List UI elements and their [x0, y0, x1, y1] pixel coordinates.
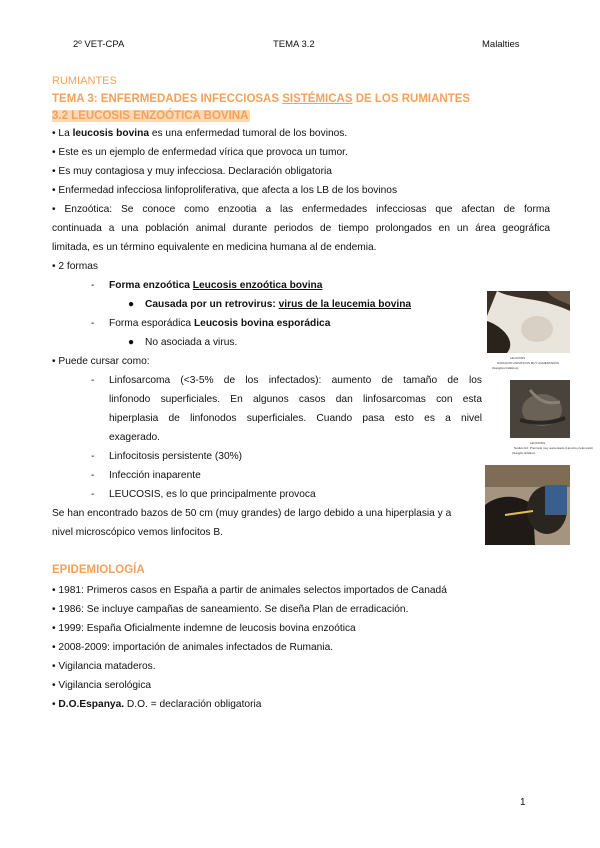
forma-enzootica: Forma enzoótica Leucosis enzoótica bovina: [109, 280, 323, 291]
header-left: 2º VET-CPA: [73, 39, 125, 50]
bazos-line-1: Se han encontrado bazos de 50 cm (muy grandes) de largo debido a una hiperplasia y a: [52, 508, 452, 519]
infeccion-inaparente-item: Infección inaparente: [109, 470, 201, 481]
dash: -: [91, 318, 95, 329]
epidemiologia-title: EPIDEMIOLOGÍA: [52, 564, 145, 576]
cursar-title: • Puede cursar como:: [52, 356, 150, 367]
bazos-line-2: nivel microscópico vemos linfocitos B.: [52, 527, 223, 538]
section-label: RUMIANTES: [52, 75, 117, 87]
caption-2c: (Ganglio linfático): [512, 451, 536, 455]
cow-photo-1: [487, 291, 570, 353]
epi-item-2008: • 2008-2009: importación de animales infectados de Rumania.: [52, 642, 334, 653]
forma-esporadica-note: No asociada a virus.: [145, 337, 238, 348]
tema-title: [52, 93, 470, 105]
virus-leucemia-link[interactable]: virus de la leucemia bovina: [278, 299, 412, 310]
forma-enzootica-cause: Causada por un retrovirus: virus de la leucemia bovina: [145, 299, 412, 310]
page-number: 1: [520, 797, 526, 808]
dash: -: [91, 375, 95, 386]
leucosis-item: LEUCOSIS, es lo que principalmente provoca: [109, 489, 316, 500]
intro-bullet-5-line-1: • Enzoótica: Se conoce como enzootia a las enfermedades infecciosas que afectan de forma: [52, 204, 550, 215]
cow-photo-3: [485, 465, 570, 545]
dash: -: [91, 489, 95, 500]
epi-item-1999: • 1999: España Oficialmente indemne de leucosis bovina enzoótica: [52, 623, 356, 634]
dash: -: [91, 451, 95, 462]
epi-item-serologica: • Vigilancia serológica: [52, 680, 152, 691]
intro-bullet-4: • Enfermedad infecciosa linfoproliferativa, que afecta a los LB de los bovinos: [52, 185, 398, 196]
tema-prefix: TEMA 3: ENFERMEDADES INFECCIOSAS: [52, 93, 283, 105]
header-right: Malalties: [482, 39, 520, 50]
intro-bullet-5-line-2: continuada a una población animal durante periodos de tiempo prolongados en un área geográfica: [52, 223, 550, 234]
linfocitosis-item: Linfocitosis persistente (30%): [109, 451, 243, 462]
intro-bullet-5-line-3: limitada, es un término equivalente en medicina humana al de endemia.: [52, 242, 377, 253]
leucosis-bovina-term: leucosis bovina: [72, 128, 149, 139]
bullet-dot: ●: [128, 337, 135, 348]
dash: -: [91, 280, 95, 291]
epi-item-do: • D.O.Espanya. D.O. = declaración obligatoria: [52, 699, 262, 710]
tema-underlined: SISTÉMICAS: [282, 93, 353, 105]
epi-item-mataderos: • Vigilancia mataderos.: [52, 661, 156, 672]
linfosarcoma-line-3: hiperplasia de linfonodos superficiales. Cuando pasa esto es a nivel: [109, 413, 482, 424]
caption-1b: NODULOS LINFATICOS MUY AUMENTADOS: [497, 361, 560, 365]
subtitle: 3.2 LEUCOSIS ENZOÓTICA BOVINA: [52, 110, 249, 122]
linfosarcoma-line-1: Linfosarcoma (<3-5% de los infectados): aumento de tamaño de los: [109, 375, 482, 386]
cow-photo-2: [510, 380, 570, 438]
tema-suffix: DE LOS RUMIANTES: [352, 93, 471, 105]
leucosis-enzootica-link[interactable]: Leucosis enzoótica bovina: [192, 280, 323, 291]
dash: -: [91, 470, 95, 481]
epi-item-1981: • 1981: Primeros casos en España a partir de animales selectos importados de Canadá: [52, 585, 447, 596]
caption-2a: LEUCOSIS: [530, 441, 546, 445]
linfosarcoma-line-4: exagerado.: [109, 432, 160, 443]
caption-2b: Nódulo linf. Precrural muy aumentado (Lipocito prefemoral): [514, 446, 593, 450]
caption-1a: LEUCOSIS: [510, 356, 526, 360]
caption-1c: (Ganglios linfáticos): [492, 366, 519, 370]
linfosarcoma-line-2: linfonodo superficiales. En algunos casos dan linfosarcomas con esta: [109, 394, 482, 405]
bullet-dot: ●: [128, 299, 135, 310]
forma-esporadica: Forma esporádica Leucosis bovina esporádica: [109, 318, 331, 329]
formas-title: • 2 formas: [52, 261, 99, 272]
epi-item-1986: • 1986: Se incluye campañas de saneamiento. Se diseña Plan de erradicación.: [52, 604, 409, 615]
header-center: TEMA 3.2: [273, 39, 315, 50]
intro-bullet-3: • Es muy contagiosa y muy infecciosa. Declaración obligatoria: [52, 166, 332, 177]
intro-bullet-1: • La leucosis bovina es una enfermedad tumoral de los bovinos.: [52, 128, 348, 139]
intro-bullet-2: • Este es un ejemplo de enfermedad vírica que provoca un tumor.: [52, 147, 348, 158]
